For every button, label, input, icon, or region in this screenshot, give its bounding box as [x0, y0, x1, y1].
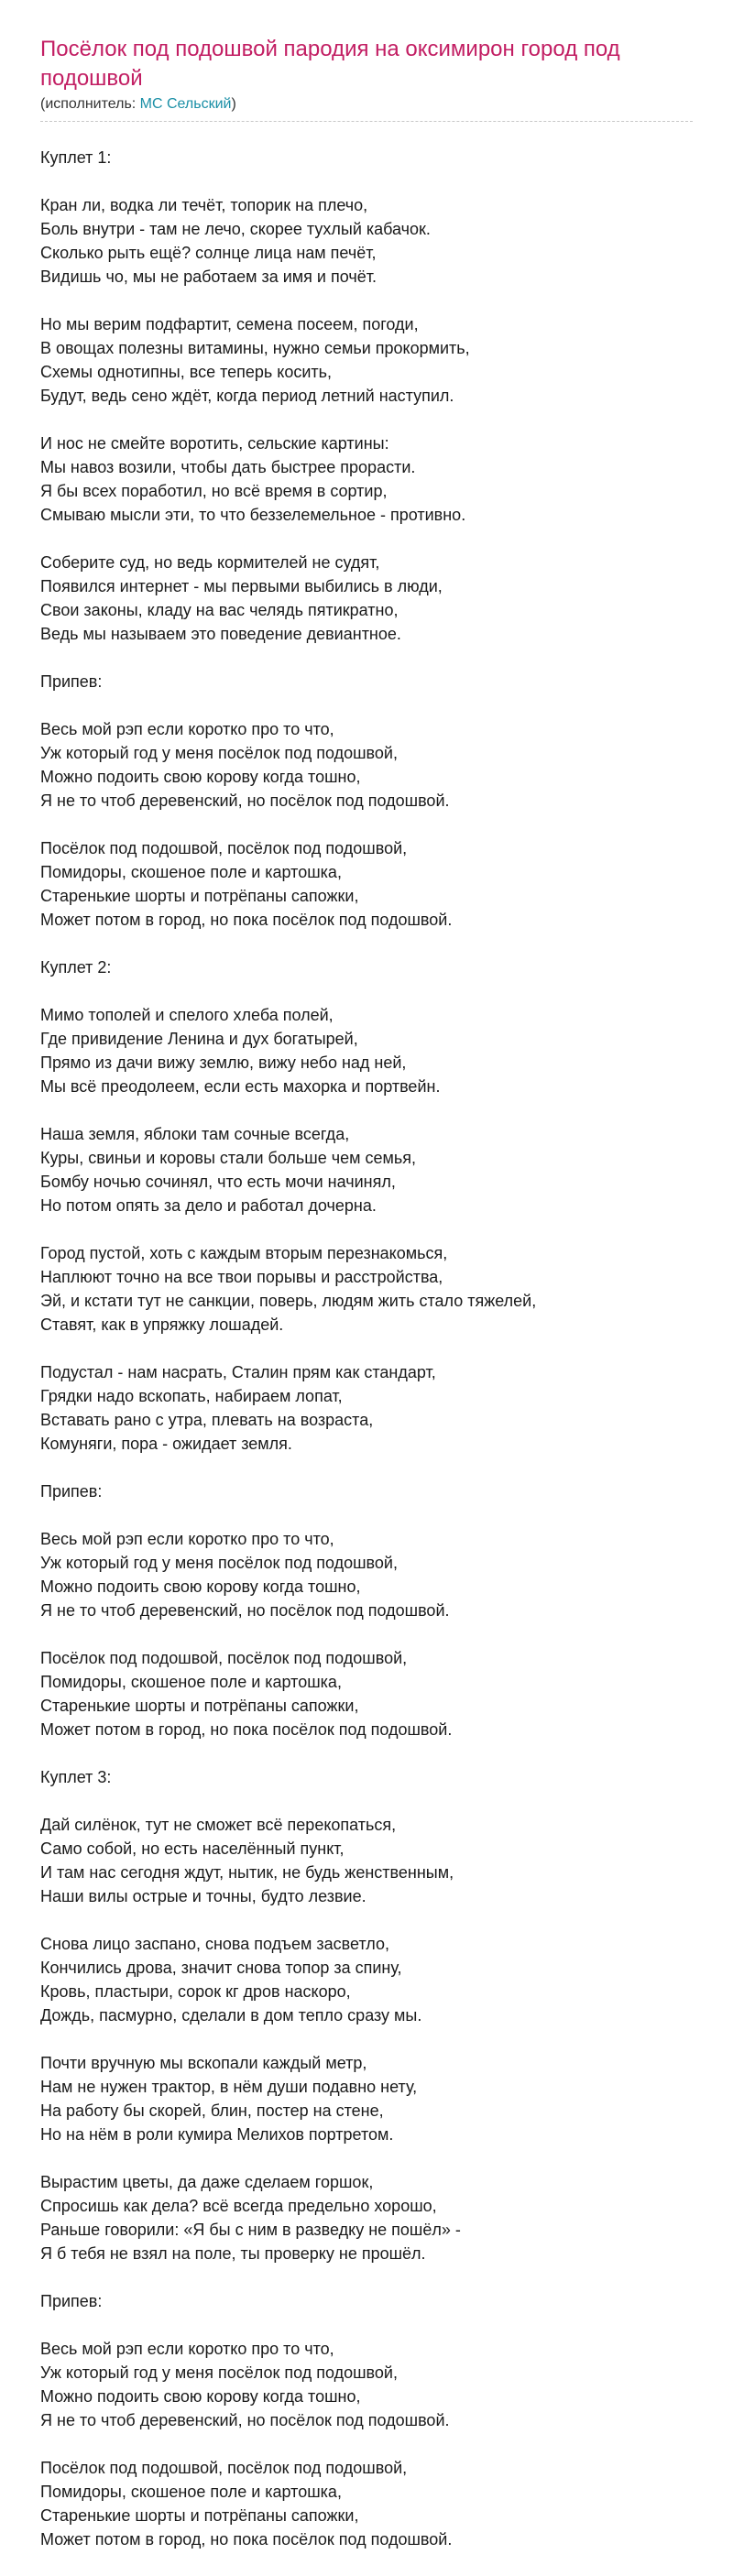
blank-line — [40, 1456, 693, 1479]
lyric-line: Будут, ведь сено ждёт, когда период летний наступил. — [40, 387, 454, 405]
blank-line — [40, 1503, 693, 1527]
lyric-line: Дождь, пасмурно, сделали в дом тепло сразу мы. — [40, 2006, 422, 2025]
lyric-line: Вырастим цветы, да даже сделаем горшок, — [40, 2173, 374, 2191]
lyric-line: Боль внутри - там не лечо, скорее тухлый кабачок. — [40, 220, 431, 238]
blank-line — [40, 2432, 693, 2456]
lyric-line: Припев: — [40, 1482, 103, 1501]
lyric-line: Но мы верим подфартит, семена посеем, погоди, — [40, 315, 419, 333]
lyric-line: Можно подоить свою корову когда тошно, — [40, 2387, 361, 2406]
page-title: Посёлок под подошвой пародия на оксимирон город под подошвой — [40, 37, 620, 91]
lyric-line: Спросишь как дела? всё всегда предельно хорошо, — [40, 2197, 437, 2215]
lyric-line: В овощах полезны витамины, нужно семьи прокормить, — [40, 339, 470, 357]
lyric-line: Весь мой рэп если коротко про то что, — [40, 2340, 334, 2358]
lyric-line: Комуняги, пора - ожидает земля. — [40, 1435, 292, 1453]
lyric-line: На работу бы скорей, блин, постер на стене, — [40, 2101, 384, 2120]
lyric-line: Помидоры, скошеное поле и картошка, — [40, 2483, 342, 2501]
lyric-line: Припев: — [40, 2292, 103, 2310]
blank-line — [40, 1908, 693, 1932]
blank-line — [40, 408, 693, 431]
lyric-line: Появился интернет - мы первыми выбились в люди, — [40, 577, 443, 595]
lyric-line: Схемы однотипны, все теперь косить, — [40, 363, 333, 381]
lyric-line: Где привидение Ленина и дух богатырей, — [40, 1030, 358, 1048]
lyric-line: Может потом в город, но пока посёлок под подошвой. — [40, 2530, 453, 2549]
lyric-line: Куплет 1: — [40, 148, 112, 167]
blank-line — [40, 646, 693, 670]
lyric-line: Может потом в город, но пока посёлок под подошвой. — [40, 911, 453, 929]
lyric-line: Уж который год у меня посёлок под подошвой, — [40, 1554, 398, 1572]
lyric-line: Эй, и кстати тут не санкции, поверь, людям жить стало тяжелей, — [40, 1292, 537, 1310]
lyric-line: Подустал - нам насрать, Сталин прям как стандарт, — [40, 1363, 436, 1381]
blank-line — [40, 693, 693, 717]
performer-suffix: ) — [231, 96, 236, 112]
blank-line — [40, 1098, 693, 1122]
lyric-line: Кровь, пластыри, сорок кг дров наскоро, — [40, 1982, 351, 2001]
lyric-line: Старенькие шорты и потрёпаны сапожки, — [40, 2506, 359, 2525]
lyric-line: Кончились дрова, значит снова топор за спину, — [40, 1959, 402, 1977]
blank-line — [40, 2313, 693, 2337]
blank-line — [40, 979, 693, 1003]
blank-line — [40, 527, 693, 551]
lyric-line: Посёлок под подошвой, посёлок под подошвой, — [40, 2459, 408, 2477]
lyric-line: Посёлок под подошвой, посёлок под подошвой, — [40, 839, 408, 857]
lyric-line: Сколько рыть ещё? солнце лица нам печёт, — [40, 244, 377, 262]
lyric-line: Но на нём в роли кумира Мелихов портретом. — [40, 2125, 394, 2144]
blank-line — [40, 2027, 693, 2051]
lyric-line: Мы всё преодолеем, если есть махорка и портвейн. — [40, 1077, 441, 1096]
performer-prefix: (исполнитель: — [40, 96, 140, 112]
lyric-line: Видишь чо, мы не работаем за имя и почёт. — [40, 267, 377, 286]
lyric-line: Бомбу ночью сочинял, что есть мочи начинял, — [40, 1173, 396, 1191]
lyric-line: Можно подоить свою корову когда тошно, — [40, 768, 361, 786]
lyric-line: Прямо из дачи вижу землю, вижу небо над ней, — [40, 1053, 407, 1072]
blank-line — [40, 289, 693, 312]
lyric-line: Грядки надо вскопать, набираем лопат, — [40, 1387, 343, 1405]
lyric-line: Уж который год у меня посёлок под подошвой, — [40, 2363, 398, 2382]
blank-line — [40, 1741, 693, 1765]
lyric-line: Наши вилы острые и точны, будто лезвие. — [40, 1887, 366, 1905]
blank-line — [40, 932, 693, 955]
lyric-line: Посёлок под подошвой, посёлок под подошвой, — [40, 1649, 408, 1667]
lyric-line: Наплюют точно на все твои порывы и расстройства, — [40, 1268, 443, 1286]
lyric-line: Город пустой, хоть с каждым вторым перезнакомься, — [40, 1244, 448, 1262]
lyric-line: Куплет 3: — [40, 1768, 112, 1786]
lyric-line: Старенькие шорты и потрёпаны сапожки, — [40, 1697, 359, 1715]
lyric-line: Старенькие шорты и потрёпаны сапожки, — [40, 887, 359, 905]
blank-line — [40, 1217, 693, 1241]
lyric-line: Нам не нужен трактор, в нём души подавно нету, — [40, 2078, 418, 2096]
lyric-line: Припев: — [40, 672, 103, 691]
blank-line — [40, 813, 693, 836]
lyric-line: Я не то чтоб деревенский, но посёлок под подошвой. — [40, 2411, 450, 2429]
lyrics-text — [40, 146, 693, 2551]
lyric-line: Я не то чтоб деревенский, но посёлок под подошвой. — [40, 791, 450, 810]
lyric-line: Я б тебя не взял на поле, ты проверку не прошёл. — [40, 2244, 426, 2263]
lyric-line: Куры, свиньи и коровы стали больше чем семья, — [40, 1149, 417, 1167]
lyric-line: И нос не смейте воротить, сельские картины: — [40, 434, 389, 453]
lyric-line: Можно подоить свою корову когда тошно, — [40, 1577, 361, 1596]
lyric-line: И там нас сегодня ждут, нытик, не будь женственным, — [40, 1863, 454, 1882]
lyric-line: Соберите суд, но ведь кормителей не судят, — [40, 553, 380, 572]
lyric-line: Но потом опять за дело и работал дочерна. — [40, 1196, 377, 1215]
lyric-line: Мимо тополей и спелого хлеба полей, — [40, 1006, 334, 1024]
blank-line — [40, 1789, 693, 1813]
lyric-line: Ставят, как в упряжку лошадей. — [40, 1315, 284, 1334]
performer-line — [40, 95, 693, 122]
lyric-line: Раньше говорили: «Я бы с ним в разведку не пошёл» - — [40, 2221, 461, 2239]
lyric-line: Почти вручную мы вскопали каждый метр, — [40, 2054, 367, 2072]
lyric-line: Я бы всех поработил, но всё время в сортир, — [40, 482, 388, 500]
lyric-line: Мы навоз возили, чтобы дать быстрее прорасти. — [40, 458, 416, 476]
lyric-line: Весь мой рэп если коротко про то что, — [40, 720, 334, 738]
blank-line — [40, 2265, 693, 2289]
blank-line — [40, 1337, 693, 1360]
lyric-line: Свои законы, кладу на вас челядь пятикратно, — [40, 601, 399, 619]
lyric-line: Весь мой рэп если коротко про то что, — [40, 1530, 334, 1548]
lyric-line: Помидоры, скошеное поле и картошка, — [40, 863, 342, 881]
lyric-line: Я не то чтоб деревенский, но посёлок под подошвой. — [40, 1601, 450, 1620]
lyric-line: Кран ли, водка ли течёт, топорик на плечо, — [40, 196, 368, 214]
lyric-line: Уж который год у меня посёлок под подошвой, — [40, 744, 398, 762]
lyric-line: Может потом в город, но пока посёлок под подошвой. — [40, 1720, 453, 1739]
lyric-line: Наша земля, яблоки там сочные всегда, — [40, 1125, 350, 1143]
lyric-line: Само собой, но есть населённый пункт, — [40, 1839, 345, 1858]
blank-line — [40, 2146, 693, 2170]
lyric-line: Снова лицо заспано, снова подъем засветло, — [40, 1935, 390, 1953]
lyric-line: Вставать рано с утра, плевать на возраста, — [40, 1411, 374, 1429]
lyric-line: Ведь мы называем это поведение девиантное. — [40, 625, 401, 643]
performer-link[interactable]: MC Сельский — [139, 96, 232, 112]
lyric-line: Дай силёнок, тут не сможет всё перекопаться, — [40, 1816, 397, 1834]
lyric-line: Куплет 2: — [40, 958, 112, 977]
blank-line — [40, 169, 693, 193]
lyric-line: Помидоры, скошеное поле и картошка, — [40, 1673, 342, 1691]
blank-line — [40, 1622, 693, 1646]
lyric-line: Смываю мысли эти, то что беззелемельное - противно. — [40, 506, 466, 524]
